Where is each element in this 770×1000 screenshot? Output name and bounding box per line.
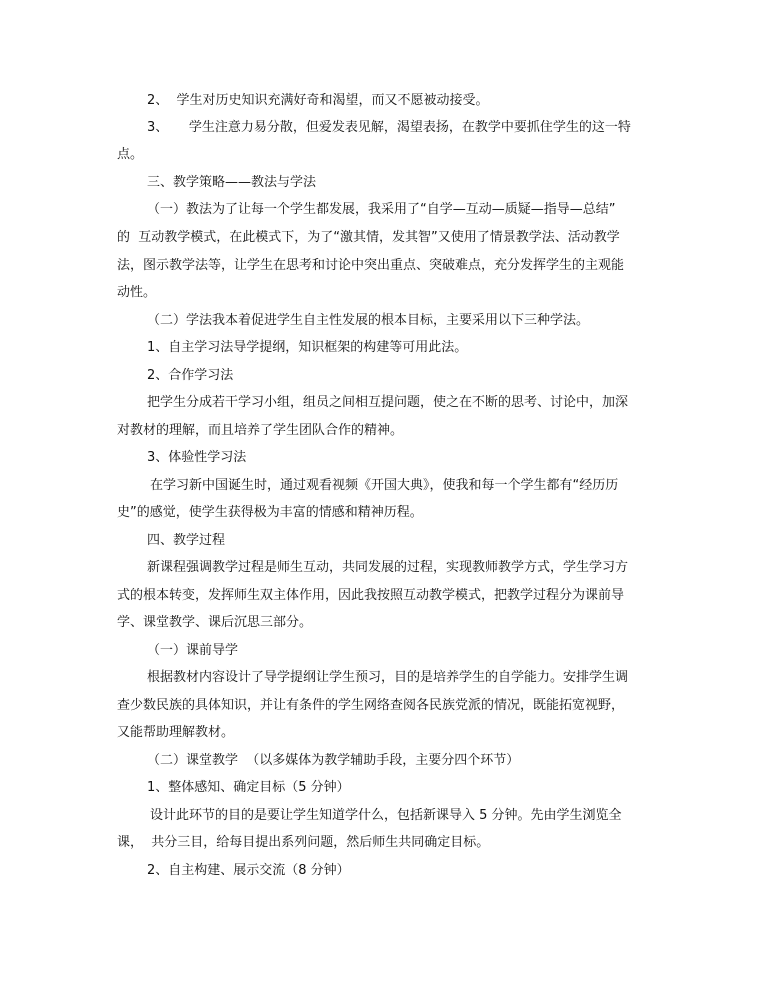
text-line: 把学生分成若干学习小组，组员之间相互提问题，使之在不断的思考、讨论中，加深	[147, 395, 629, 410]
text-line: 新课程强调教学过程是师生互动，共同发展的过程，实现教师教学方式，学生学习方	[147, 560, 629, 575]
text-line: 对教材的理解，而且培养了学生团队合作的精神。	[117, 423, 404, 438]
text-line: 根据教材内容设计了导学提纲让学生预习，目的是培养学生的自学能力。安排学生调	[147, 670, 629, 685]
text-line: （一）课前导学	[147, 643, 239, 658]
text-line: 的 互动教学模式，在此模式下，为了“激其情，发其智”又使用了情景教学法、活动教学	[117, 230, 620, 245]
text-line: 点。	[117, 147, 144, 162]
text-line: 2、合作学习法	[147, 368, 234, 383]
text-line: （一）教法为了让每一个学生都发展，我采用了“自学—互动—质疑—指导—总结”	[147, 202, 616, 217]
text-line: 设计此环节的目的是要让学生知道学什么，包括新课导入 5 分钟。先由学生浏览全	[150, 808, 622, 823]
text-line: 学、课堂教学、课后沉思三部分。	[117, 615, 313, 630]
text-line: 2、 学生对历史知识充满好奇和渴望，而又不愿被动接受。	[147, 93, 489, 108]
text-line: 课， 共分三目，给每目提出系列问题，然后师生共同确定目标。	[117, 835, 490, 850]
text-line: 在学习新中国诞生时，通过观看视频《开国大典》，使我和每一个学生都有“经历历	[150, 478, 619, 493]
text-line: 动性。	[117, 285, 157, 300]
text-line: 式的根本转变，发挥师生双主体作用，因此我按照互动教学模式，把教学过程分为课前导	[117, 588, 625, 603]
text-line: 法，图示教学法等，让学生在思考和讨论中突出重点、突破难点，充分发挥学生的主观能	[117, 258, 625, 273]
text-line: 1、整体感知、确定目标（5 分钟）	[147, 780, 350, 795]
section-heading: 四、教学过程	[147, 533, 226, 548]
text-line: 史”的感觉，使学生获得极为丰富的情感和精神历程。	[117, 505, 423, 520]
section-heading: 三、教学策略——教法与学法	[147, 175, 317, 190]
text-line: （二）学法我本着促进学生自主性发展的根本目标，主要采用以下三种学法。	[147, 313, 590, 328]
text-line: 3、 学生注意力易分散，但爱发表见解，渴望表扬，在教学中要抓住学生的这一特	[147, 120, 631, 135]
text-line: 2、自主构建、展示交流（8 分钟）	[147, 863, 350, 878]
text-line: 查少数民族的具体知识，并让有条件的学生网络查阅各民族党派的情况，既能拓宽视野，	[117, 698, 625, 713]
text-line: 3、体验性学习法	[147, 450, 247, 465]
text-line: 又能帮助理解教材。	[117, 725, 235, 740]
text-line: 1、自主学习法导学提纲，知识框架的构建等可用此法。	[147, 340, 468, 355]
text-line: （二）课堂教学 （以多媒体为教学辅助手段，主要分四个环节）	[147, 753, 520, 768]
